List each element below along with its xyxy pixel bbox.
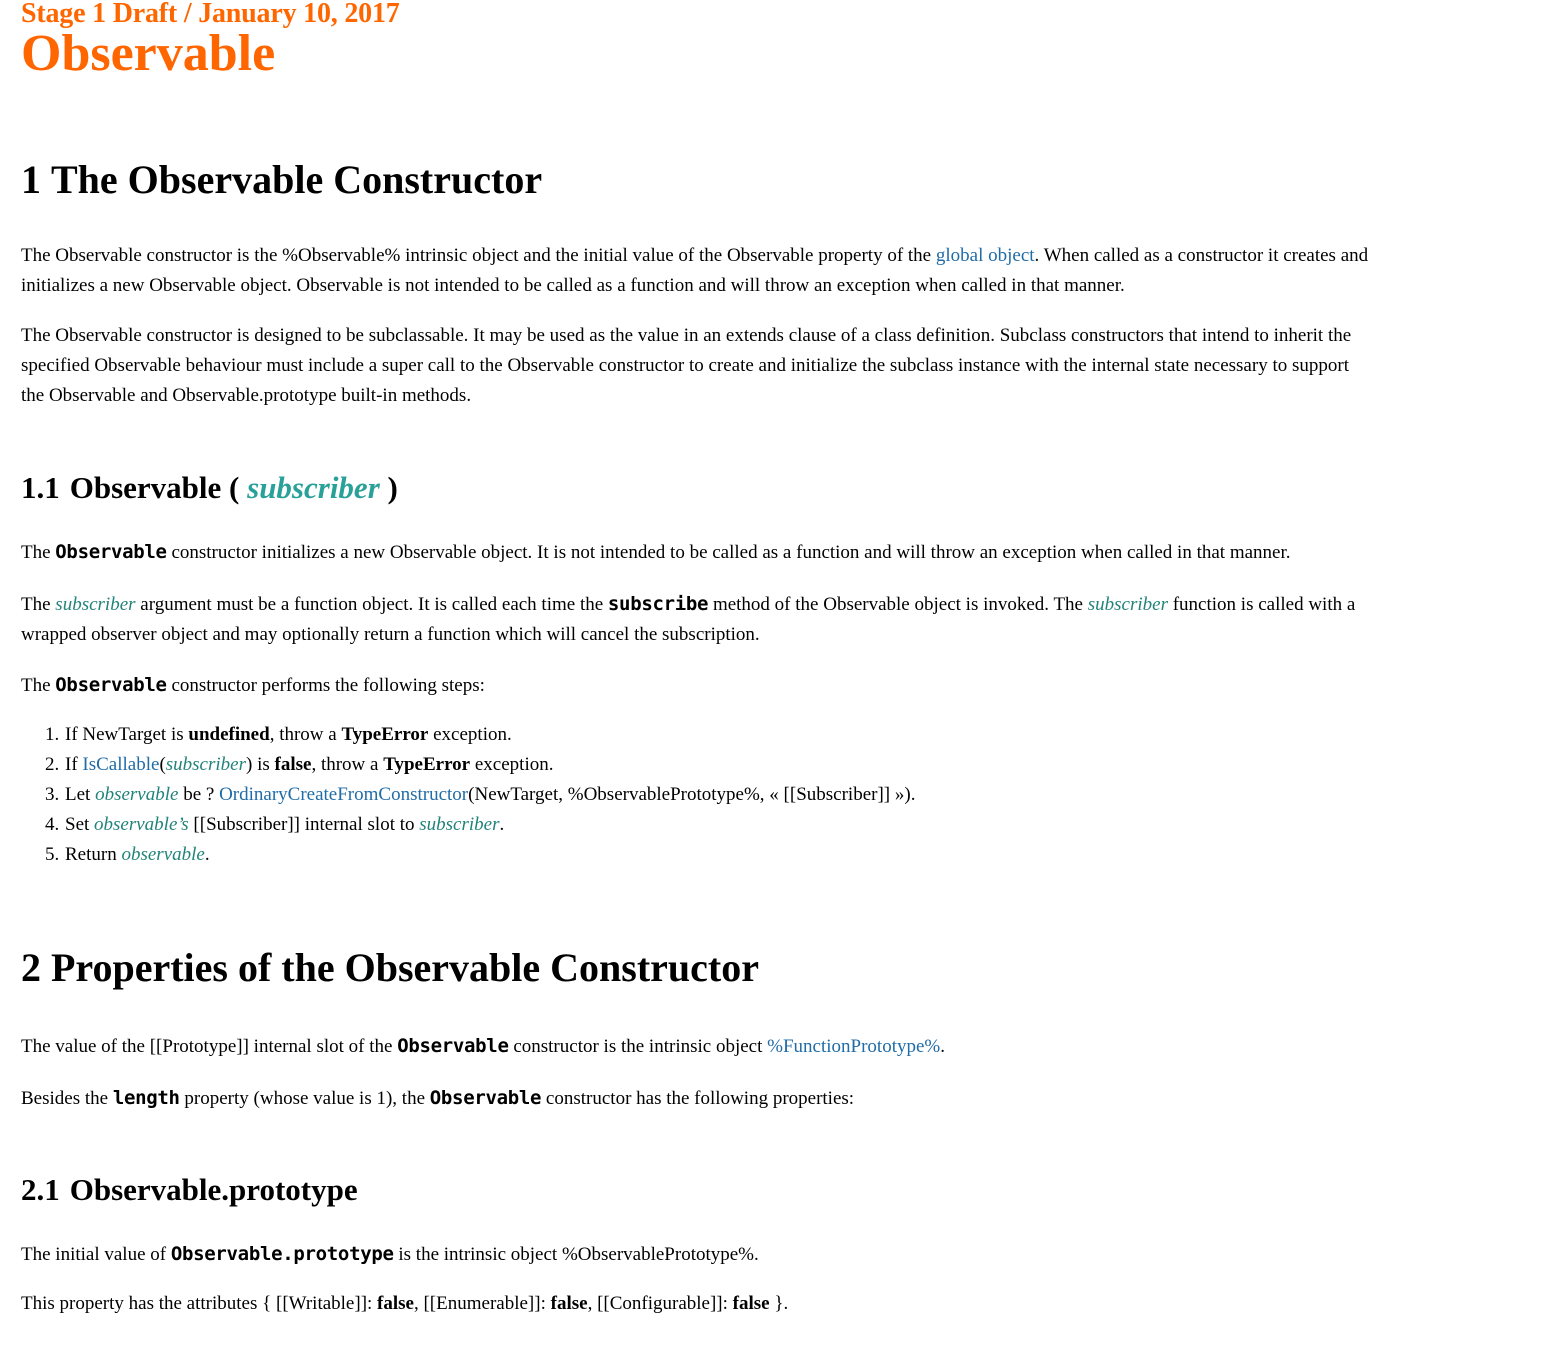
section-1-1-paragraph-2 [21,589,1552,650]
text: initializes a new Observable object. Observable is not intended to be called as a function and will throw an exception when called in that manner. [21,275,1125,296]
text: be ? [178,784,220,805]
text: method of the Observable object is invoked. The [708,594,1088,615]
text: The [21,542,56,563]
section-2-heading [21,946,759,990]
text: exception. [470,754,554,775]
iscallable-link[interactable]: IsCallable [82,754,160,775]
text: . [204,844,210,865]
section-1-1-heading [21,470,398,506]
text: property (whose value is 1), the [179,1088,430,1109]
code-observable: Observable [55,674,167,696]
text: The [21,675,56,696]
step-1 [45,720,915,750]
text: exception. [428,724,512,745]
section-1-1-paragraph-3 [21,670,1552,701]
var-subscriber: subscriber [165,754,246,775]
value-false: false [274,754,312,775]
section-number: 2 [21,945,41,990]
text: Besides the [21,1088,113,1109]
text: the Observable and Observable.prototype built-in methods. [21,385,472,406]
step-number: 5. [45,844,60,865]
code-observable: Observable [429,1087,542,1109]
text: . [499,814,505,835]
subscriber-param: subscriber [247,470,380,505]
section-title: The Observable Constructor [51,157,543,202]
stage-label: Stage 1 Draft / January 10, 2017 [21,0,400,29]
section-number: 1.1 [21,470,60,505]
text: constructor initializes a new Observable object. It is not intended to be called as a function and will throw an exception when called in that manner. [166,542,1291,563]
text: , throw a [269,724,342,745]
var-subscriber: subscriber [1087,594,1168,615]
text: Let [65,784,96,805]
text: ) [379,470,398,505]
step-4 [45,810,915,840]
var-subscriber: subscriber [55,594,136,615]
value-typeerror: TypeError [341,724,429,745]
text: (NewTarget, %ObservablePrototype%, « [[Subscriber]] »). [468,784,916,805]
code-observable-prototype: Observable.prototype [170,1243,394,1265]
step-2 [45,750,915,780]
spec-header [21,0,400,82]
section-2-1-heading [21,1172,358,1208]
text: The Observable constructor is designed to be subclassable. It may be used as the value in an extends clause of a class definition. Subclass constructors that intend to inherit the [21,325,1352,346]
text: . When called as a constructor it creates and [1034,245,1369,266]
section-1-paragraph-2 [21,321,1552,411]
text: constructor is the intrinsic object [508,1036,768,1057]
section-number: 2.1 [21,1172,60,1207]
code-length: length [112,1087,180,1109]
section-title: Observable.prototype [69,1172,358,1207]
value-false: false [550,1293,588,1314]
text: The [21,594,56,615]
step-number: 2. [45,754,60,775]
section-title: Properties of the Observable Constructor [51,945,760,990]
text: If [65,754,83,775]
var-observable: observable [121,844,205,865]
section-2-paragraph-2 [21,1083,1552,1114]
section-1-paragraph-1 [21,241,1552,301]
step-number: 1. [45,724,60,745]
code-observable: Observable [55,541,167,563]
text: wrapped observer object and may optionally return a function which will cancel the subscription. [21,624,760,645]
text: argument must be a function object. It is called each time the [135,594,608,615]
section-2-1-paragraph-1 [21,1239,1552,1270]
value-typeerror: TypeError [383,754,471,775]
text: This property has the attributes { [[Writable]]: [21,1293,378,1314]
var-observable: observable [95,784,179,805]
text: Return [65,844,122,865]
text: . [940,1036,945,1057]
section-number: 1 [21,157,41,202]
text: function is called with a [1167,594,1356,615]
text: , [[Configurable]]: [587,1293,733,1314]
functionprototype-link[interactable]: %FunctionPrototype% [767,1036,941,1057]
value-false: false [732,1293,770,1314]
text: If NewTarget is [65,724,189,745]
text: [[Subscriber]] internal slot to [188,814,420,835]
step-3 [45,780,916,810]
text: Set [65,814,95,835]
algorithm-steps [21,720,915,870]
ordinarycreatefromconstructor-link[interactable]: OrdinaryCreateFromConstructor [219,784,469,805]
code-subscribe: subscribe [607,593,709,615]
section-title: Observable ( [69,470,248,505]
text: , throw a [311,754,384,775]
value-undefined: undefined [188,724,270,745]
text: constructor performs the following steps: [166,675,485,696]
document-title: Observable [21,25,276,82]
section-2-paragraph-1 [21,1031,1552,1062]
section-2-1-paragraph-2 [21,1289,1552,1319]
section-1-heading [21,158,542,202]
text: The initial value of [21,1244,171,1265]
text: ( [159,754,166,775]
global-object-link[interactable]: global object [935,245,1035,266]
step-number: 3. [45,784,60,805]
section-1-1-paragraph-1 [21,537,1552,568]
text: specified Observable behaviour must include a super call to the Observable constructor to create and initialize the subclass instance with the internal state necessary to support [21,355,1349,376]
var-observable: observable’s [94,814,189,835]
text: ) is [246,754,275,775]
text: , [[Enumerable]]: [413,1293,551,1314]
text: is the intrinsic object %ObservablePrototype%. [393,1244,759,1265]
text: The Observable constructor is the %Observable% intrinsic object and the initial value of the Observable property of the [21,245,936,266]
value-false: false [377,1293,414,1314]
code-observable: Observable [397,1035,509,1057]
text: The value of the [[Prototype]] internal slot of the [21,1036,398,1057]
text: }. [769,1293,789,1314]
step-5 [45,840,915,870]
text: constructor has the following properties: [541,1088,855,1109]
step-number: 4. [45,814,60,835]
var-subscriber: subscriber [419,814,500,835]
